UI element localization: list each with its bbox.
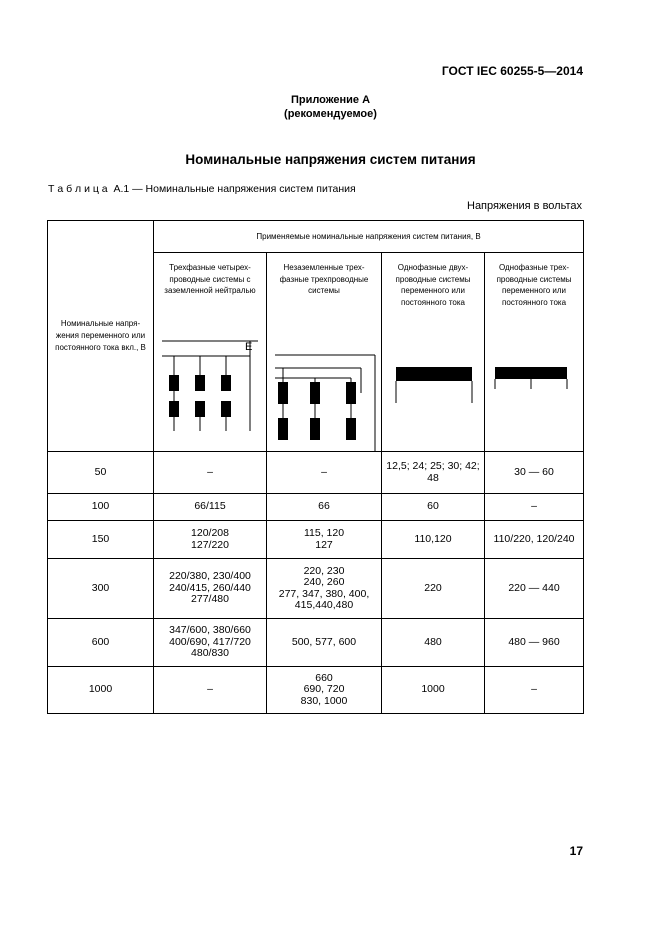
- voltage-cell: 1000: [48, 667, 154, 714]
- voltage-table: [47, 220, 584, 714]
- appendix-subtitle: (рекомендуемое): [284, 108, 377, 120]
- cell-single-phase-two-wire: 12,5; 24; 25; 30; 42; 48: [382, 452, 485, 494]
- cell-three-phase-four-wire: 120/208 127/220: [154, 521, 267, 559]
- cell-three-phase-three-wire: 66: [267, 494, 382, 521]
- units-note: Напряжения в вольтах: [467, 200, 582, 212]
- group-header-text: Применяемые номинальные напряжения систем питания, В: [256, 232, 481, 241]
- voltage-cell: 600: [48, 619, 154, 667]
- cell-three-phase-four-wire: 347/600, 380/660 400/690, 417/720 480/830: [154, 619, 267, 667]
- voltage-cell: 150: [48, 521, 154, 559]
- cell-single-phase-two-wire: 480: [382, 619, 485, 667]
- cell-three-phase-four-wire: –: [154, 452, 267, 494]
- table-row: [48, 521, 584, 559]
- voltage-cell: 50: [48, 452, 154, 494]
- cell-single-phase-three-wire: 110/220, 120/240: [485, 521, 584, 559]
- column-header-label: Однофазные трех-проводные системы переменного или постоянного тока: [496, 263, 572, 307]
- cell-single-phase-three-wire: –: [485, 494, 584, 521]
- row-header-text: Номинальные напря-жения переменного или постоянного тока вкл., В: [55, 319, 146, 352]
- appendix-title: Приложение А: [290, 94, 371, 106]
- cell-three-phase-three-wire: –: [267, 452, 382, 494]
- column-header-label: Однофазные двух-проводные системы переменного или постоянного тока: [395, 263, 471, 307]
- table-row: [48, 559, 584, 619]
- cell-three-phase-four-wire: 66/115: [154, 494, 267, 521]
- table-row: [48, 494, 584, 521]
- column-header-single-phase-three-wire: [485, 253, 584, 452]
- column-header-three-phase-three-wire: [267, 253, 382, 452]
- column-header-single-phase-two-wire: [382, 253, 485, 452]
- table-header-row-1: [48, 221, 584, 253]
- column-header-three-phase-four-wire: [154, 253, 267, 452]
- cell-three-phase-three-wire: 500, 577, 600: [267, 619, 382, 667]
- cell-single-phase-two-wire: 60: [382, 494, 485, 521]
- table-row: [48, 452, 584, 494]
- voltage-cell: 300: [48, 559, 154, 619]
- cell-three-phase-three-wire: 660 690, 720 830, 1000: [267, 667, 382, 714]
- page-number: 17: [569, 844, 583, 858]
- voltage-cell: 100: [48, 494, 154, 521]
- cell-single-phase-three-wire: 220 — 440: [485, 559, 584, 619]
- table-row: [48, 667, 584, 714]
- cell-single-phase-two-wire: 1000: [382, 667, 485, 714]
- three-phase-three-wire-diagram-icon: [267, 253, 382, 451]
- table-row: [48, 619, 584, 667]
- single-phase-three-wire-diagram-icon: [485, 253, 584, 451]
- neutral-label: E: [245, 341, 253, 353]
- single-phase-two-wire-diagram-icon: [382, 253, 485, 451]
- row-header-cell: [48, 221, 154, 452]
- cell-single-phase-two-wire: 110,120: [382, 521, 485, 559]
- cell-three-phase-three-wire: 115, 120 127: [267, 521, 382, 559]
- cell-three-phase-four-wire: –: [154, 667, 267, 714]
- cell-three-phase-four-wire: 220/380, 230/400 240/415, 260/440 277/480: [154, 559, 267, 619]
- standard-designation: ГОСТ IEC 60255-5—2014: [441, 64, 583, 78]
- cell-single-phase-three-wire: –: [485, 667, 584, 714]
- cell-single-phase-two-wire: 220: [382, 559, 485, 619]
- table-caption: Т а б л и ц а А.1 — Номинальные напряжения систем питания: [48, 183, 356, 195]
- main-title: Номинальные напряжения систем питания: [185, 152, 476, 167]
- cell-three-phase-three-wire: 220, 230 240, 260 277, 347, 380, 400, 415,440,480: [267, 559, 382, 619]
- column-header-label: Незаземленные трех-фазные трехпроводные системы: [279, 263, 369, 295]
- cell-single-phase-three-wire: 30 — 60: [485, 452, 584, 494]
- cell-single-phase-three-wire: 480 — 960: [485, 619, 584, 667]
- appendix-heading: [0, 93, 661, 121]
- column-header-label: Трехфазные четырех-проводные системы с заземленной нейтралью: [164, 263, 256, 295]
- group-header-cell: [154, 221, 584, 253]
